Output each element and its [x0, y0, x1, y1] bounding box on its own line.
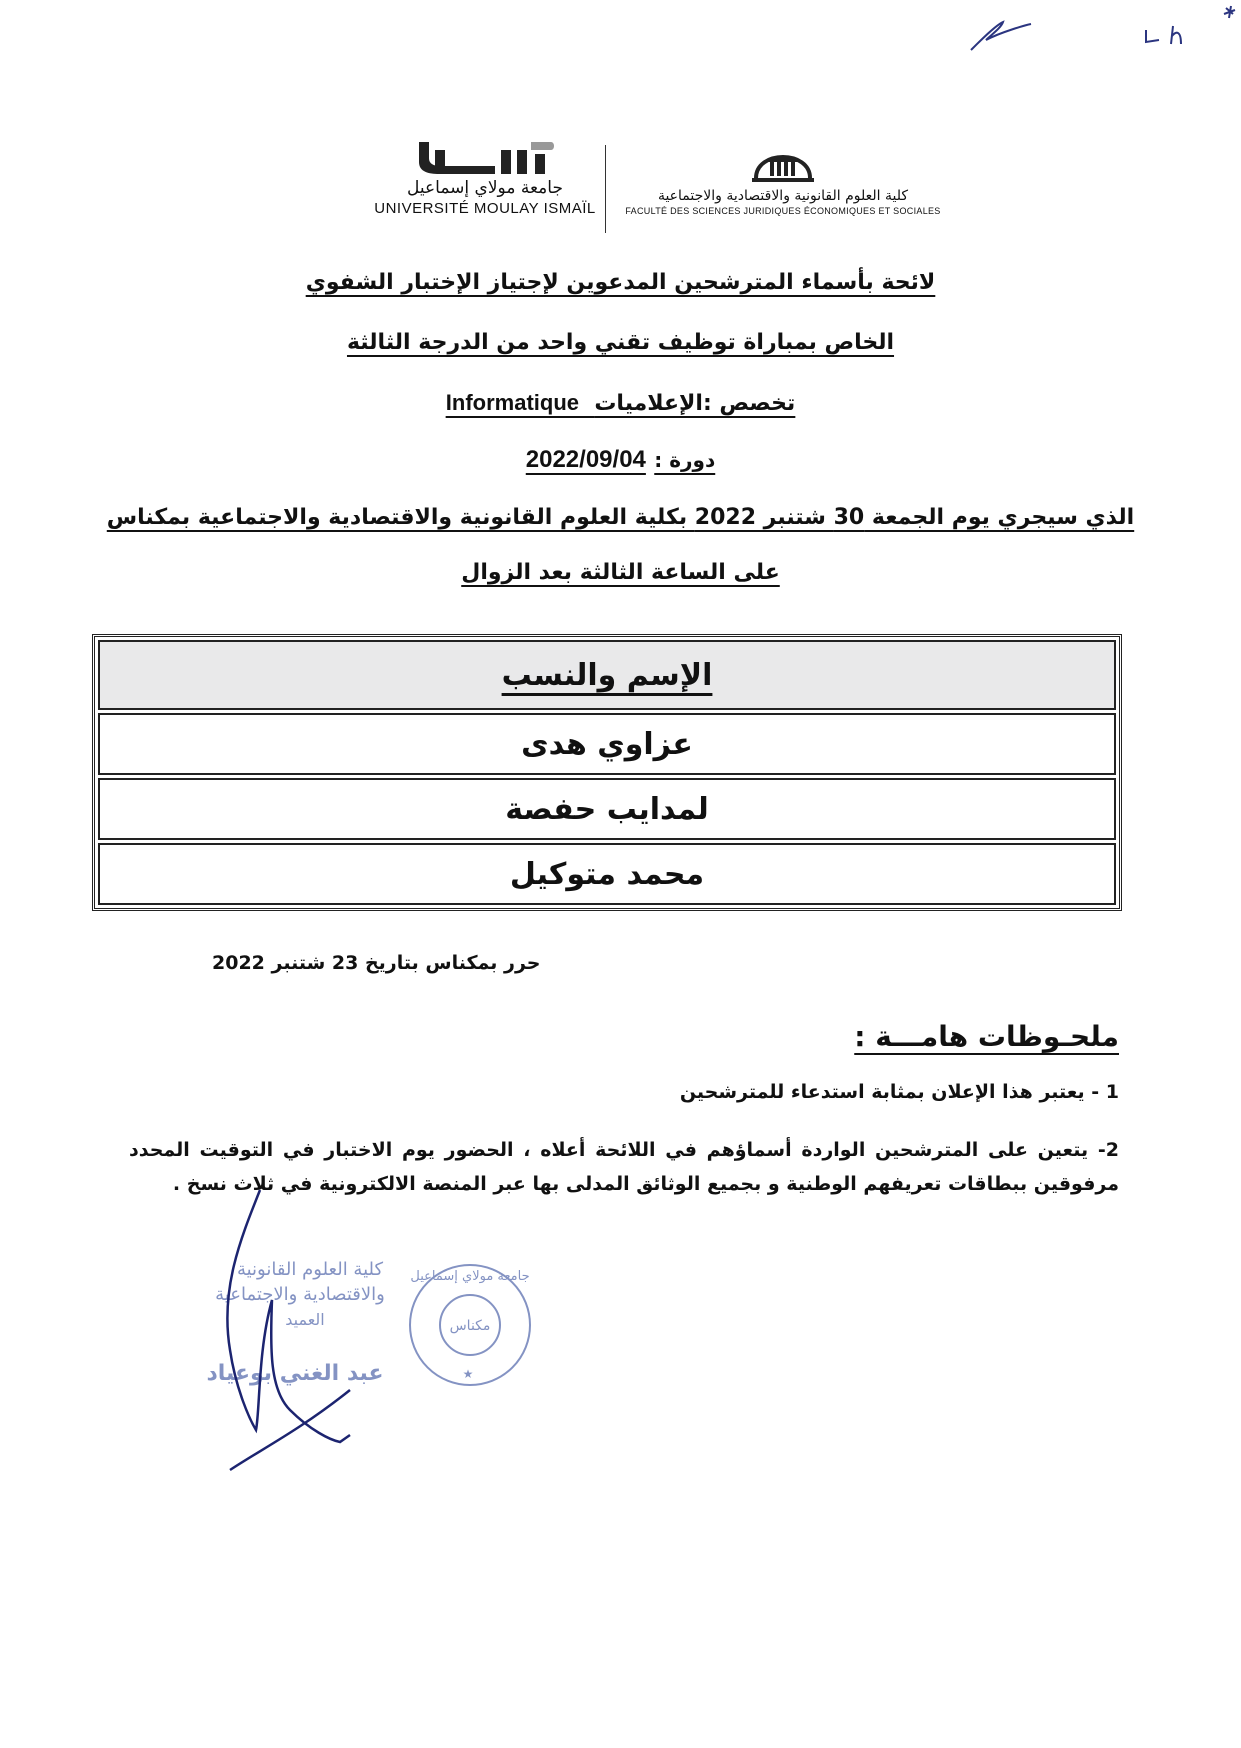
university-name-fr: UNIVERSITÉ MOULAY ISMAÏL	[374, 200, 596, 217]
svg-text:★: ★	[462, 1367, 474, 1381]
faculty-name-fr: FACULTÉ DES SCIENCES JURIDIQUES ÉCONOMIQUES ET SOCIALES	[625, 206, 941, 216]
table-header: الإسم والنسب	[98, 640, 1116, 710]
session-line	[0, 445, 1241, 474]
svg-text:جامعة مولاي إسماعيل: جامعة مولاي إسماعيل	[410, 1269, 530, 1284]
svg-text:العميد: العميد	[285, 1310, 325, 1329]
candidates-table	[92, 634, 1122, 911]
table-row: لمدايب حفصة	[98, 778, 1116, 840]
session-label: دورة :	[654, 448, 716, 472]
table-row: عزاوي هدى	[98, 713, 1116, 775]
university-name-ar: جامعة مولاي إسماعيل	[407, 178, 563, 198]
letterhead	[370, 140, 950, 240]
round-stamp	[410, 1265, 530, 1385]
svg-text:كلية العلوم القانونية: كلية العلوم القانونية	[236, 1259, 384, 1280]
faculty-block	[618, 140, 948, 240]
note-item: 1 - يعتبر هذا الإعلان بمثابة استدعاء للمترشحين	[679, 1081, 1119, 1103]
notes-heading: ملحـوظات هامـــة :	[854, 1020, 1119, 1053]
specialty-line	[0, 390, 1241, 416]
faculty-name-ar: كلية العلوم القانونية والاقتصادية والاجتماعية	[657, 188, 909, 204]
title-line-1: لائحة بأسماء المترشحين المدعوين لإجتياز الإختبار الشفوي	[305, 270, 936, 295]
umi-logo-icon	[405, 140, 565, 176]
specialty-latin: Informatique	[445, 390, 579, 415]
faculty-building-icon	[748, 140, 818, 184]
note-item: 2- يتعين على المترشحين الواردة أسماؤهم في اللائحة أعلاه ، الحضور يوم الاختبار في التوقيت المحدد مرفوقين ببطاقات تعريفهم الوطنية و بجميع الوثائق المدلى بها عبر المنصة الالكترونية في ثلاث نسخ .	[129, 1139, 1119, 1195]
session-date: 2022/09/04	[525, 446, 646, 473]
svg-text:مكناس: مكناس	[449, 1318, 491, 1334]
issued-date: حرر بمكناس بتاريخ 23 شتنبر 2022	[212, 952, 541, 974]
title-line-2: الخاص بمباراة توظيف تقني واحد من الدرجة الثالثة	[346, 330, 895, 355]
exam-day-line: الذي سيجري يوم الجمعة 30 شتنبر 2022 بكلية العلوم القانونية والاقتصادية والاجتماعية بمكناس	[106, 505, 1135, 530]
signature-stroke	[227, 1190, 350, 1470]
svg-text:عبد الغني بوعياد: عبد الغني بوعياد	[206, 1361, 384, 1386]
table-row: محمد متوكيل	[98, 843, 1116, 905]
exam-time-line: على الساعة الثالثة بعد الزوال	[461, 560, 780, 585]
stamps-and-signature	[200, 1180, 560, 1480]
handwritten-marks	[941, 0, 1241, 80]
specialty-label: تخصص :الإعلاميات	[594, 391, 796, 416]
header-divider	[605, 145, 606, 233]
university-block	[370, 140, 600, 240]
svg-text:والاقتصادية والاجتماعية: والاقتصادية والاجتماعية	[215, 1284, 385, 1305]
